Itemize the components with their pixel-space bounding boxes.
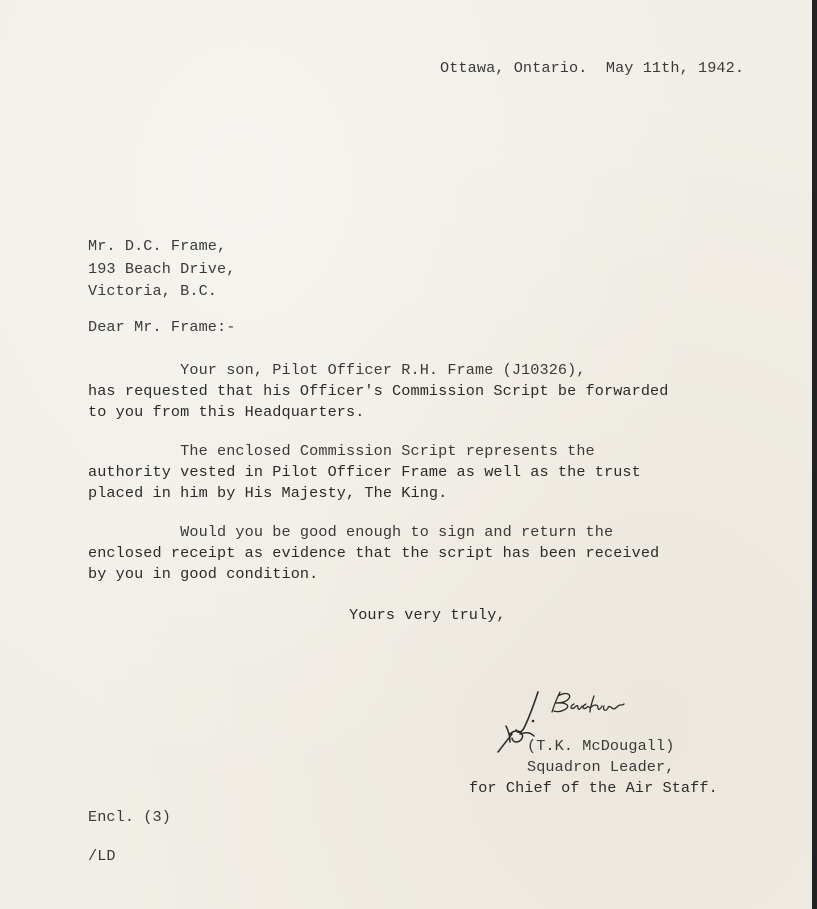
recipient-city: Victoria, B.C. bbox=[88, 282, 217, 300]
paragraph-3-line-3: by you in good condition. bbox=[88, 565, 319, 583]
paragraph-3-line-2: enclosed receipt as evidence that the script has been received bbox=[88, 544, 660, 562]
closing: Yours very truly, bbox=[349, 606, 506, 624]
paragraph-3-line-1: Would you be good enough to sign and return the bbox=[88, 523, 614, 541]
paragraph-2-line-3: placed in him by His Majesty, The King. bbox=[88, 484, 448, 502]
paragraph-2-line-1: The enclosed Commission Script represents the bbox=[88, 442, 595, 460]
paragraph-2-line-2: authority vested in Pilot Officer Frame as well as the trust bbox=[88, 463, 641, 481]
signatory-name: (T.K. McDougall) bbox=[527, 737, 675, 755]
salutation: Dear Mr. Frame:- bbox=[88, 318, 236, 336]
paragraph-1-line-2: has requested that his Officer's Commission Script be forwarded bbox=[88, 382, 669, 400]
recipient-name: Mr. D.C. Frame, bbox=[88, 237, 227, 255]
signatory-for-line: for Chief of the Air Staff. bbox=[469, 779, 718, 797]
dateline: Ottawa, Ontario. May 11th, 1942. bbox=[440, 59, 745, 77]
paragraph-1-line-3: to you from this Headquarters. bbox=[88, 403, 365, 421]
paragraph-1-line-1: Your son, Pilot Officer R.H. Frame (J10326), bbox=[88, 361, 586, 379]
recipient-street: 193 Beach Drive, bbox=[88, 260, 236, 278]
signatory-rank: Squadron Leader, bbox=[527, 758, 675, 776]
enclosures-note: Encl. (3) bbox=[88, 808, 171, 826]
page-edge-shadow bbox=[812, 0, 817, 909]
reference-initials: /LD bbox=[88, 847, 116, 865]
